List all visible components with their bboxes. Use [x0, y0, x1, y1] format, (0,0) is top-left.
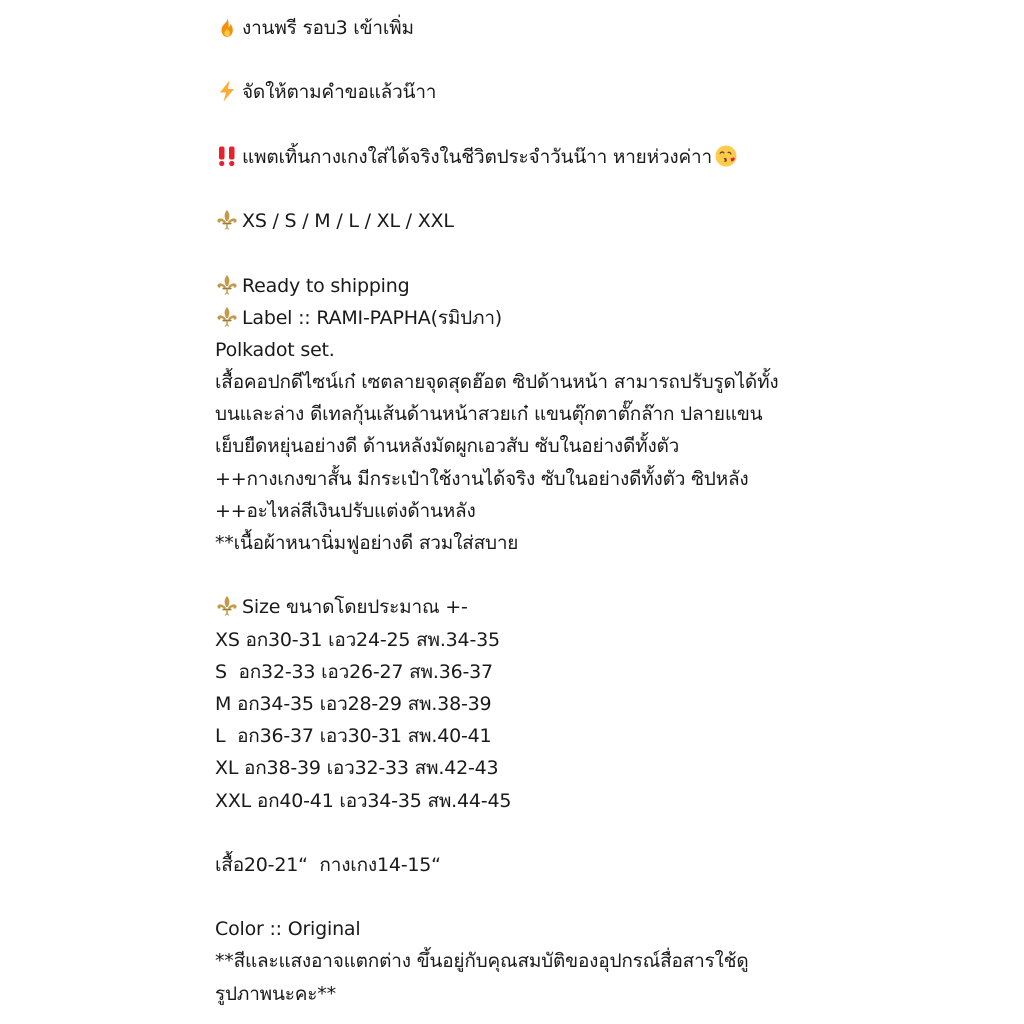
caption-line-desc-2: บนและล่าง ดีเทลกุ้นเส้นด้านหน้าสวยเก๋ แขนตุ๊กตาตั๊กล๊าก ปลายแขน	[215, 403, 763, 426]
caption-line-label	[215, 302, 1015, 334]
fleur-de-lis-icon	[215, 305, 239, 329]
caption-text: XS / S / M / L / XL / XXL	[242, 210, 454, 233]
size-row-xl: XL อก38-39 เอว32-33 สพ.42-43	[215, 757, 499, 780]
caption-line-ready	[215, 270, 1015, 302]
caption-line-desc-1: เสื้อคอปกดีไซน์เก๋ เซตลายจุดสุดฮ๊อต ซิปด้านหน้า สามารถปรับรูดได้ทั้ง	[215, 371, 779, 394]
fleur-de-lis-icon	[215, 208, 239, 232]
caption-line-desc-6: **เนื้อผ้าหนานิ่มฟูอย่างดี สวมใส่สบาย	[215, 532, 519, 554]
size-row-s: S อก32-33 เอว26-27 สพ.36-37	[215, 660, 493, 683]
fleur-de-lis-icon	[215, 273, 239, 297]
face-blowing-kiss-icon	[714, 144, 738, 168]
caption-line-note-2: รูปภาพนะคะ**	[215, 982, 336, 1005]
caption-line-pattern	[215, 141, 1015, 173]
blank-line	[215, 559, 1015, 591]
caption-line-preorder	[215, 12, 1015, 44]
blank-line	[215, 109, 1015, 141]
size-row-m: M อก34-35 เอว28-29 สพ.38-39	[215, 692, 492, 715]
caption-line-desc-4: ++กางเกงขาสั้น มีกระเป๋าใช้งานได้จริง ซับในอย่างดีทั้งตัว ซิปหลัง	[215, 467, 749, 490]
caption-line-request	[215, 76, 1015, 108]
blank-line	[215, 881, 1015, 913]
double-exclamation-icon	[215, 144, 239, 168]
blank-line	[215, 237, 1015, 269]
size-row-xs: XS อก30-31 เอว24-25 สพ.34-35	[215, 628, 500, 651]
size-row-xxl: XXL อก40-41 เอว34-35 สพ.44-45	[215, 789, 512, 812]
caption-line-note-1: **สีและแสงอาจแตกต่าง ขึ้นอยู่กับคุณสมบัติของอุปกรณ์สื่อสารใช้ดู	[215, 950, 749, 973]
high-voltage-icon	[215, 79, 239, 103]
caption-text: จัดให้ตามคำขอแล้วน๊าา	[242, 81, 437, 104]
caption-line-desc-5: ++อะไหล่สีเงินปรับแต่งด้านหลัง	[215, 499, 476, 522]
blank-line	[215, 173, 1015, 205]
size-row-l: L อก36-37 เอว30-31 สพ.40-41	[215, 725, 492, 748]
fire-icon	[215, 15, 239, 39]
caption-line-product: Polkadot set.	[215, 338, 335, 361]
caption-text: Label :: RAMI-PAPHA(รมิปภา)	[242, 306, 503, 329]
post-caption	[215, 12, 1015, 1010]
blank-line	[215, 817, 1015, 849]
caption-text: Ready to shipping	[242, 274, 410, 297]
caption-text: Size ขนาดโดยประมาณ +-	[242, 596, 468, 619]
caption-line-color: Color :: Original	[215, 918, 361, 941]
caption-line-size-header	[215, 591, 1015, 623]
caption-line-sizes	[215, 205, 1015, 237]
caption-text: งานพรี รอบ3 เข้าเพิ่ม	[242, 17, 414, 39]
blank-line	[215, 44, 1015, 76]
caption-line-length: เสื้อ20-21“ กางเกง14-15“	[215, 853, 441, 876]
caption-line-desc-3: เย็บยืดหยุ่นอย่างดี ด้านหลังมัดผูกเอวสับ ซับในอย่างดีทั้งตัว	[215, 435, 680, 458]
fleur-de-lis-icon	[215, 594, 239, 618]
caption-text: แพตเทิ้นกางเกงใส่ได้จริงในชีวิตประจำวันน๊าา หายห่วงค่าา	[242, 145, 712, 168]
